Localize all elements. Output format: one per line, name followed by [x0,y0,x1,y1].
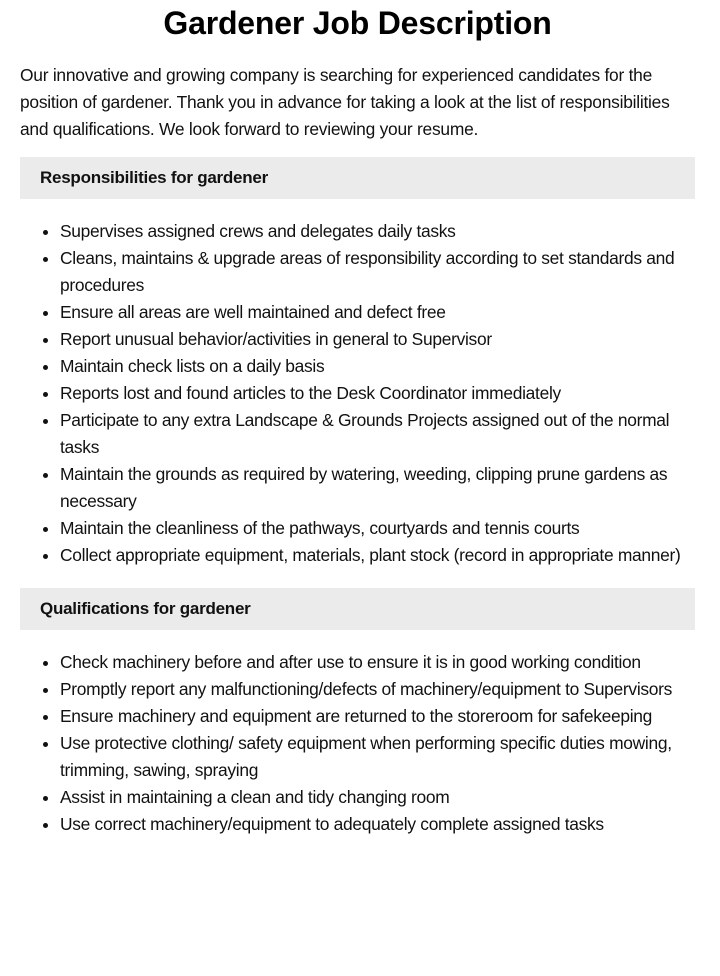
list-item: Maintain the cleanliness of the pathways, courtyards and tennis courts [60,515,695,542]
list-item: Check machinery before and after use to ensure it is in good working condition [60,649,695,676]
list-item: Cleans, maintains & upgrade areas of responsibility according to set standards and procedures [60,245,695,299]
list-item: Use protective clothing/ safety equipment when performing specific duties mowing, trimming, sawing, spraying [60,730,695,784]
list-item: Reports lost and found articles to the Desk Coordinator immediately [60,380,695,407]
list-item: Report unusual behavior/activities in general to Supervisor [60,326,695,353]
list-item: Ensure machinery and equipment are returned to the storeroom for safekeeping [60,703,695,730]
list-item: Ensure all areas are well maintained and defect free [60,299,695,326]
responsibilities-heading: Responsibilities for gardener [20,157,695,199]
list-item: Use correct machinery/equipment to adequately complete assigned tasks [60,811,695,838]
list-item: Maintain check lists on a daily basis [60,353,695,380]
list-item: Collect appropriate equipment, materials, plant stock (record in appropriate manner) [60,542,695,569]
qualifications-list [20,649,695,838]
list-item: Promptly report any malfunctioning/defects of machinery/equipment to Supervisors [60,676,695,703]
list-item: Supervises assigned crews and delegates daily tasks [60,218,695,245]
page-title: Gardener Job Description [163,5,552,41]
list-item: Maintain the grounds as required by watering, weeding, clipping prune gardens as necessary [60,461,695,515]
list-item: Assist in maintaining a clean and tidy changing room [60,784,695,811]
intro-paragraph: Our innovative and growing company is searching for experienced candidates for the position of gardener. Thank you in advance for taking a look at the list of responsibilities and qualifications. We look forward to reviewing your resume. [20,65,670,139]
responsibilities-list [20,218,695,569]
list-item: Participate to any extra Landscape & Grounds Projects assigned out of the normal tasks [60,407,695,461]
qualifications-heading: Qualifications for gardener [20,588,695,630]
